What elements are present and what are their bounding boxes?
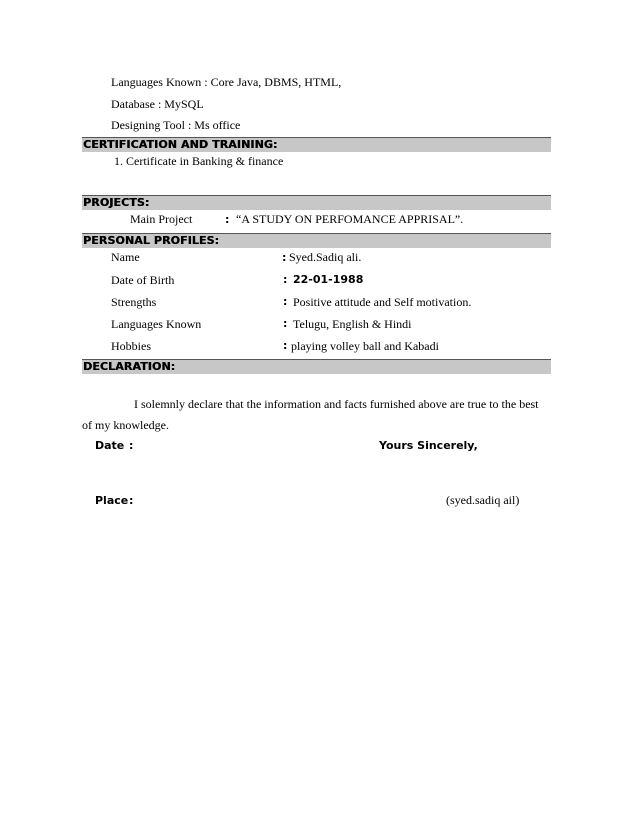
profile-label-name: Name bbox=[111, 250, 140, 264]
skills-designing-tool: Designing Tool : Ms office bbox=[111, 118, 241, 132]
profile-colon-dob: : bbox=[283, 273, 288, 286]
profile-colon-languages: : bbox=[283, 317, 288, 330]
profile-label-dob: Date of Birth bbox=[111, 273, 175, 287]
profile-value-languages: Telugu, English & Hindi bbox=[293, 317, 412, 331]
signature-name: (syed.sadiq ail) bbox=[446, 493, 520, 507]
main-project-label: Main Project bbox=[130, 212, 193, 226]
main-project-value: “A STUDY ON PERFOMANCE APPRISAL”. bbox=[236, 212, 464, 226]
profile-value-hobbies: playing volley ball and Kabadi bbox=[291, 339, 439, 353]
profile-label-strengths: Strengths bbox=[111, 295, 157, 309]
profile-colon-strengths: : bbox=[283, 295, 288, 308]
profile-colon-hobbies: : bbox=[283, 339, 288, 352]
declaration-text-line2: of my knowledge. bbox=[82, 418, 169, 432]
yours-sincerely: Yours Sincerely, bbox=[379, 439, 478, 452]
date-colon: : bbox=[129, 439, 134, 452]
declaration-heading: DECLARATION: bbox=[82, 359, 551, 374]
date-label: Date bbox=[95, 439, 125, 452]
profile-colon-name: : bbox=[282, 251, 287, 264]
main-project-colon: : bbox=[225, 213, 230, 226]
profile-label-hobbies: Hobbies bbox=[111, 339, 151, 353]
profile-value-dob: 22-01-1988 bbox=[293, 273, 364, 286]
place-label: Place bbox=[95, 494, 129, 507]
certification-item: 1. Certificate in Banking & finance bbox=[114, 154, 284, 168]
profile-value-name: Syed.Sadiq ali. bbox=[289, 250, 362, 264]
certification-heading: CERTIFICATION AND TRAINING: bbox=[82, 137, 551, 152]
personal-profiles-heading: PERSONAL PROFILES: bbox=[82, 233, 551, 248]
skills-database: Database : MySQL bbox=[111, 97, 204, 111]
skills-languages: Languages Known : Core Java, DBMS, HTML, bbox=[111, 75, 342, 89]
place-colon: : bbox=[129, 494, 134, 507]
profile-value-strengths: Positive attitude and Self motivation. bbox=[293, 295, 472, 309]
declaration-text-line1: I solemnly declare that the information and facts furnished above are true to the best bbox=[134, 397, 539, 411]
projects-heading: PROJECTS: bbox=[82, 195, 551, 210]
profile-label-languages: Languages Known bbox=[111, 317, 202, 331]
